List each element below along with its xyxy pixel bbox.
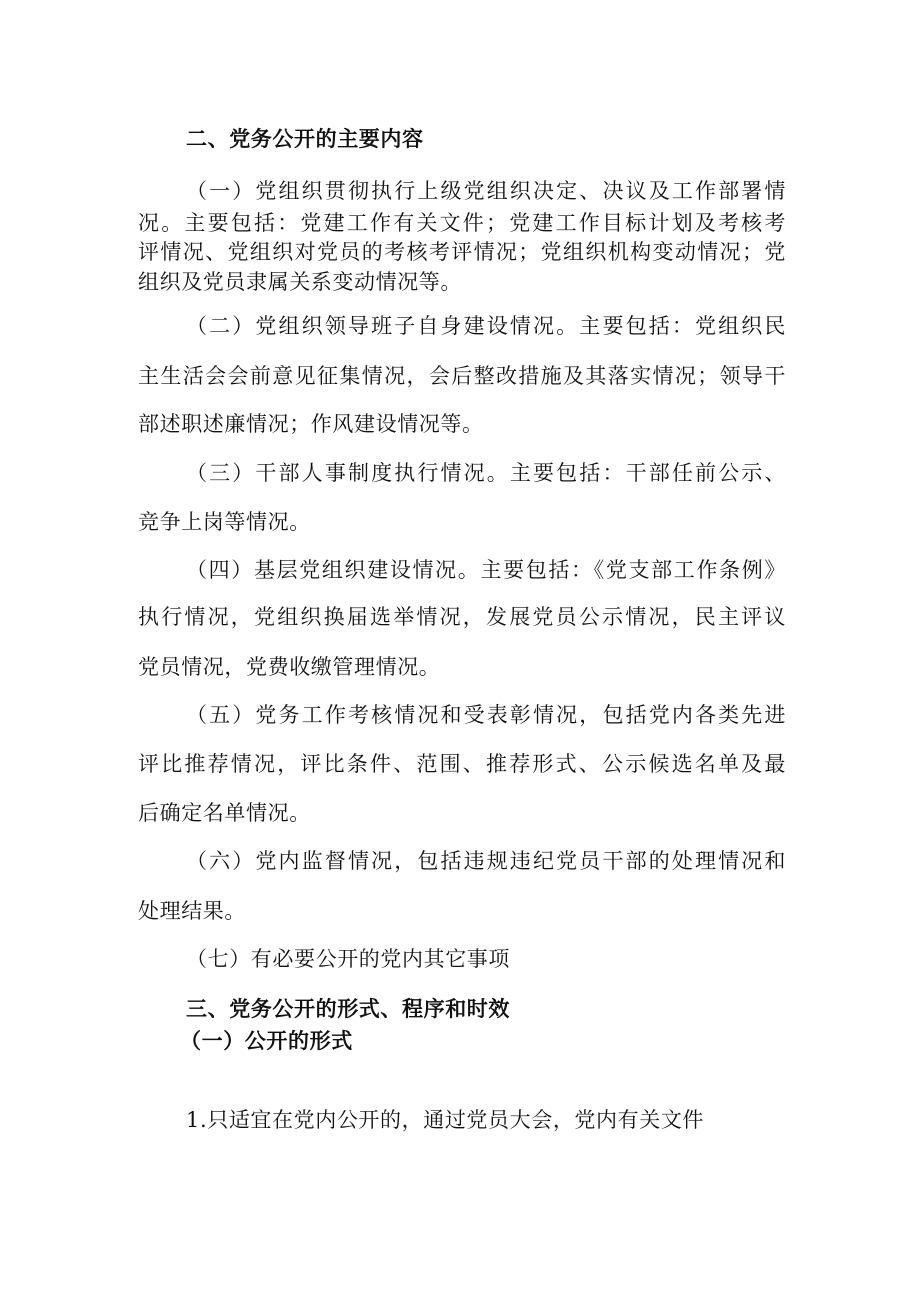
paragraph-line: 组织及党员隶属关系变动情况等。 (138, 270, 462, 294)
paragraph-line: 后确定名单情况。 (138, 801, 311, 825)
paragraph-line: 党员情况，党费收缴管理情况。 (138, 655, 441, 679)
paragraph-line: 主生活会会前意见征集情况，会后整改措施及其落实情况；领导干 (138, 364, 786, 388)
section-heading-2: 二、党务公开的主要内容 (186, 126, 424, 151)
paragraph-line: （二）党组织领导班子自身建设情况。主要包括：党组织民 (186, 314, 786, 338)
paragraph-line: （四）基层党组织建设情况。主要包括：《党支部工作条例》 (186, 558, 786, 582)
paragraph-line: 评比推荐情况，评比条件、范围、推荐形式、公示候选名单及最 (138, 752, 786, 776)
paragraph-line: （一）党组织贯彻执行上级党组织决定、决议及工作部署情 (186, 179, 786, 203)
section-heading-3: 三、党务公开的形式、程序和时效 (186, 996, 510, 1021)
paragraph-line: 执行情况，党组织换届选举情况，发展党员公示情况，民主评议 (138, 605, 786, 629)
paragraph-line: 部述职述廉情况；作风建设情况等。 (138, 412, 484, 436)
paragraph-line: 处理结果。 (138, 899, 246, 923)
list-item-1: 1.只适宜在党内公开的，通过党员大会，党内有关文件 (186, 1108, 705, 1132)
paragraph-line: （三）干部人事制度执行情况。主要包括：干部任前公示、 (186, 461, 786, 485)
paragraph-line: 况。主要包括：党建工作有关文件；党建工作目标计划及考核考 (138, 211, 786, 235)
paragraph-line: 评情况、党组织对党员的考核考评情况；党组织机构变动情况；党 (138, 240, 786, 264)
paragraph-line: （六）党内监督情况，包括违规违纪党员干部的处理情况和 (186, 849, 786, 873)
paragraph-7: （七）有必要公开的党内其它事项 (186, 947, 510, 971)
subsection-heading-1: （一）公开的形式 (180, 1028, 353, 1053)
paragraph-line: 竞争上岗等情况。 (138, 510, 311, 534)
paragraph-line: （五）党务工作考核情况和受表彰情况，包括党内各类先进 (186, 703, 786, 727)
